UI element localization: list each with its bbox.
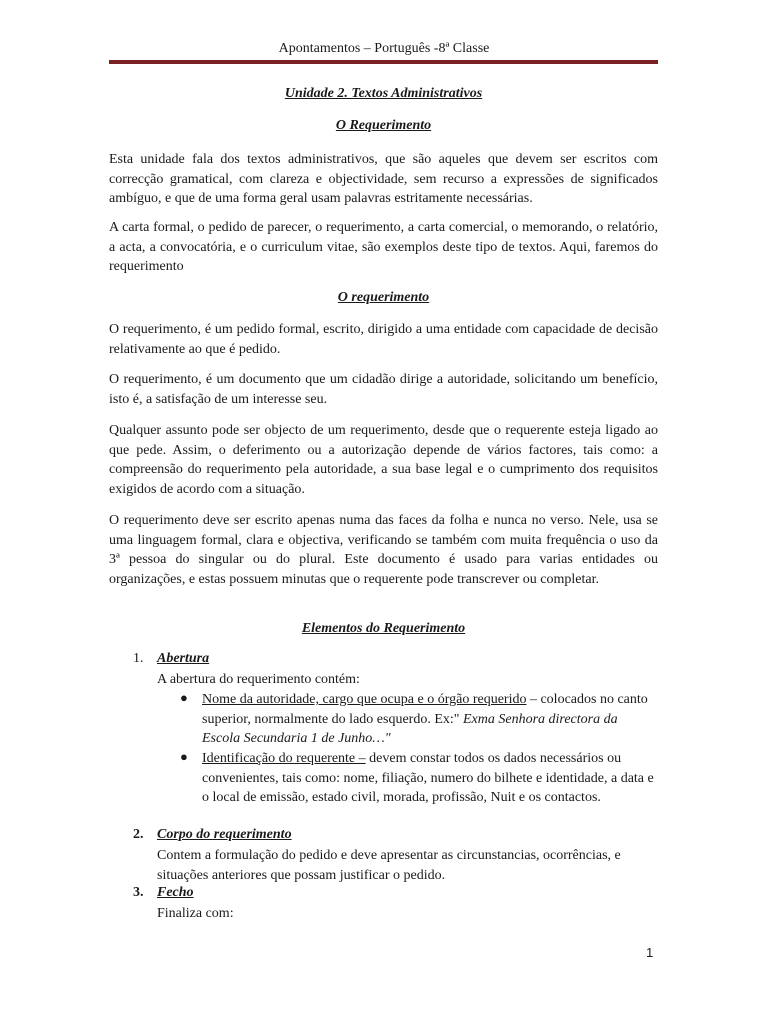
page-number: 1	[646, 945, 654, 960]
body-paragraph-4: O requerimento deve ser escrito apenas numa das faces da folha e nunca no verso. Nele, usa se uma linguagem formal, clara e objectiva, verificando se também com muita frequência o uso da 3ª pessoa do singular ou do plural. Este documento é usado para varias entidades ou organizações, e estas possuem minutas que o requerente pode transcrever ou completar.	[109, 513, 658, 587]
list-heading-corpo: Corpo do requerimento	[157, 827, 292, 842]
bullet-underlined-text: Nome da autoridade, cargo que ocupa e o órgão requerido	[202, 692, 527, 707]
fecho-text: Finaliza com:	[157, 906, 234, 921]
list-number-1: 1.	[133, 651, 144, 666]
list-number-2: 2.	[133, 827, 144, 842]
corpo-text: Contem a formulação do pedido e deve apresentar as circunstancias, ocorrências, e situações anteriores que possam justificar o pedido.	[157, 848, 621, 883]
body-paragraph-1: O requerimento, é um pedido formal, escrito, dirigido a uma entidade com capacidade de decisão relativamente ao que é pedido.	[109, 322, 658, 357]
bullet-item-autoridade	[202, 690, 654, 749]
running-header: Apontamentos – Português -8ª Classe	[278, 41, 490, 56]
body-paragraph-2: O requerimento, é um documento que um cidadão dirige a autoridade, solicitando um benefício, isto é, a satisfação de um interesse seu.	[109, 372, 658, 407]
abertura-intro: A abertura do requerimento contém:	[157, 672, 360, 687]
bullet-icon: ●	[180, 690, 188, 705]
list-heading-abertura: Abertura	[157, 651, 210, 666]
bullet-text: – colocados no canto superior, normalmente do lado esquerdo. Ex:"	[202, 692, 648, 727]
bullet-icon: ●	[180, 749, 188, 764]
bullet-underlined-text: Identificação do requerente –	[202, 751, 366, 766]
body-paragraph-3: Qualquer assunto pode ser objecto de um requerimento, desde que o requerente esteja ligado ao que pede. Assim, o deferimento ou a autorização depende de vários factores, tais como: a compreensão do requerimento pela autoridade, a sua base legal e o cumprimento dos requisitos exigidos de acordo com a situação.	[109, 423, 658, 497]
unit-title: Unidade 2. Textos Administrativos	[284, 86, 483, 101]
bullet-item-identificacao	[202, 749, 654, 808]
header-rule	[109, 60, 658, 64]
list-number-3: 3.	[133, 885, 144, 900]
intro-paragraph-1: Esta unidade fala dos textos administrativos, que são aqueles que devem ser escritos com correcção gramatical, com clareza e objectividade, sem recurso a expressões de significados ambíguo, e que de uma forma geral usam palavras estritamente necessárias.	[109, 152, 658, 206]
bullet-text: devem constar todos os dados necessários ou convenientes, tais como: nome, filiação, numero do bilhete e identidade, a data e o local de emissão, estado civil, morada, profissão, Nuit e os contactos.	[202, 751, 654, 805]
subsection-title: O requerimento	[337, 290, 430, 305]
list-heading-fecho: Fecho	[157, 885, 194, 900]
intro-paragraph-2: A carta formal, o pedido de parecer, o requerimento, a carta comercial, o memorando, o relatório, a acta, a convocatória, e o curriculum vitae, são exemplos deste tipo de textos. Aqui, faremos do requerimento	[109, 220, 658, 274]
elements-title: Elementos do Requerimento	[301, 621, 466, 636]
section-title: O Requerimento	[335, 118, 432, 133]
bullet-example: Exma Senhora directora da Escola Secundaria 1 de Junho…"	[202, 711, 618, 746]
